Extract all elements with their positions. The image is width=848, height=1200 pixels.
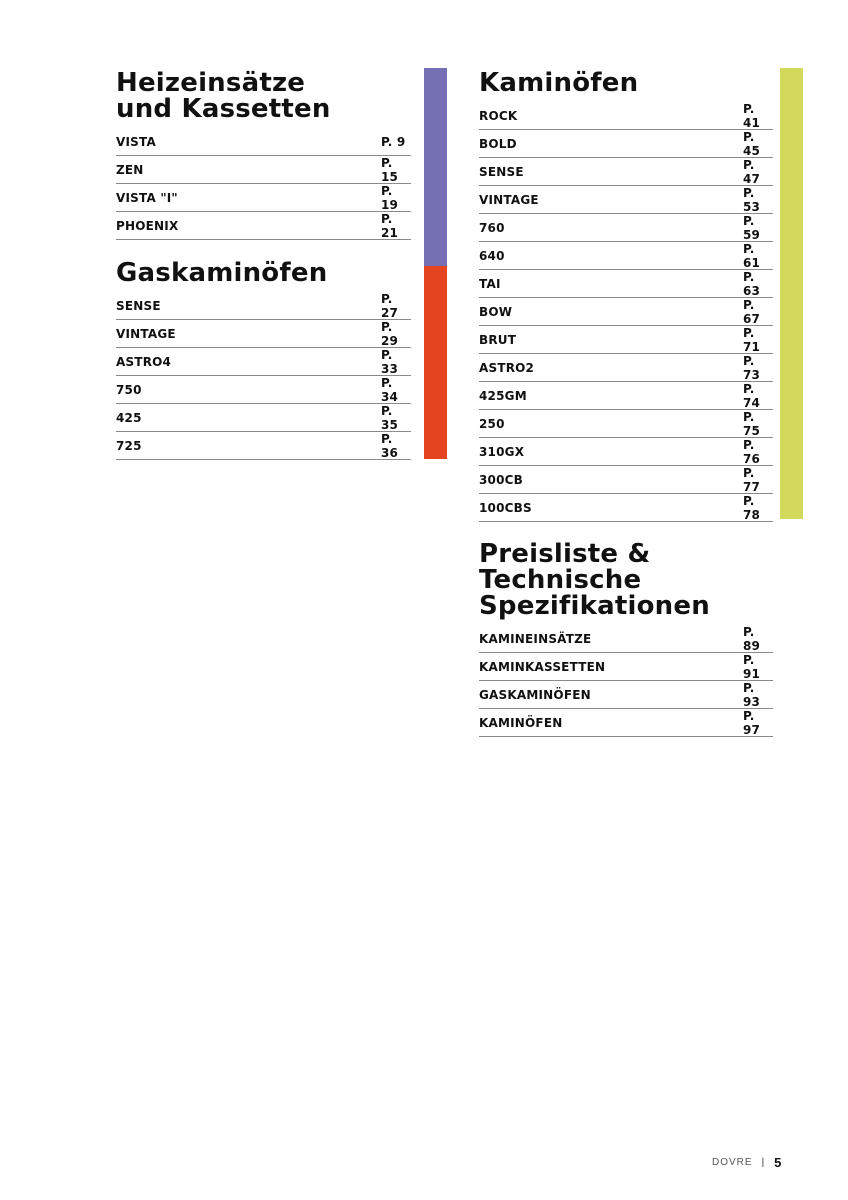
toc-entry-name: ROCK <box>479 108 518 123</box>
toc-list-gas <box>116 292 411 460</box>
inserts-color-bar <box>424 68 447 266</box>
toc-entry-page: P. 35 <box>381 403 399 432</box>
toc-entry-page: P. 9 <box>381 134 406 149</box>
toc-entry[interactable] <box>479 270 773 298</box>
toc-entry-page: P. 77 <box>743 465 761 494</box>
section-title-gas: Gaskaminöfen <box>116 258 328 288</box>
toc-entry-page: P. 34 <box>381 375 399 404</box>
toc-entry[interactable] <box>479 214 773 242</box>
toc-entry-name: GASKAMINÖFEN <box>479 687 591 702</box>
toc-entry-name: TAI <box>479 276 501 291</box>
toc-entry[interactable] <box>479 326 773 354</box>
toc-entry[interactable] <box>479 298 773 326</box>
toc-entry[interactable] <box>479 102 773 130</box>
footer-brand: DOVRE <box>712 1157 753 1168</box>
toc-entry[interactable] <box>479 653 773 681</box>
page-footer <box>712 1155 781 1170</box>
toc-entry-page: P. 76 <box>743 437 761 466</box>
section-title-pricelist: Preisliste & Technische Spezifikationen <box>479 539 710 621</box>
toc-entry-name: 750 <box>116 382 142 397</box>
toc-entry[interactable] <box>479 354 773 382</box>
gas-color-bar <box>424 266 447 459</box>
page-number: 5 <box>774 1155 782 1170</box>
toc-entry-page: P. 47 <box>743 157 761 186</box>
toc-entry-name: 760 <box>479 220 505 235</box>
toc-entry[interactable] <box>116 184 411 212</box>
toc-entry-page: P. 91 <box>743 652 761 681</box>
toc-entry-name: 425GM <box>479 388 527 403</box>
toc-entry-name: 310GX <box>479 444 525 459</box>
toc-entry[interactable] <box>479 709 773 737</box>
toc-entry[interactable] <box>116 376 411 404</box>
toc-entry[interactable] <box>479 438 773 466</box>
toc-entry[interactable] <box>116 212 411 240</box>
toc-entry[interactable] <box>479 158 773 186</box>
toc-entry-page: P. 93 <box>743 680 761 709</box>
toc-entry-page: P. 21 <box>381 211 399 240</box>
toc-entry-page: P. 29 <box>381 319 399 348</box>
toc-entry-name: SENSE <box>479 164 524 179</box>
toc-entry-page: P. 67 <box>743 297 761 326</box>
toc-entry-page: P. 73 <box>743 353 761 382</box>
toc-entry-name: BRUT <box>479 332 517 347</box>
toc-entry-page: P. 97 <box>743 708 761 737</box>
toc-entry-page: P. 71 <box>743 325 761 354</box>
toc-entry-page: P. 36 <box>381 431 399 460</box>
toc-entry[interactable] <box>479 130 773 158</box>
toc-entry[interactable] <box>116 348 411 376</box>
toc-entry-name: 100CBS <box>479 500 532 515</box>
toc-list-stoves <box>479 102 773 522</box>
toc-entry[interactable] <box>479 466 773 494</box>
toc-entry[interactable] <box>479 242 773 270</box>
toc-entry-page: P. 27 <box>381 291 399 320</box>
toc-entry[interactable] <box>479 681 773 709</box>
toc-entry-page: P. 33 <box>381 347 399 376</box>
toc-entry[interactable] <box>116 432 411 460</box>
toc-entry[interactable] <box>479 382 773 410</box>
section-inserts <box>116 70 411 240</box>
footer-separator: | <box>761 1157 766 1168</box>
toc-entry-name: PHOENIX <box>116 218 179 233</box>
toc-entry-name: BOLD <box>479 136 517 151</box>
section-stoves <box>479 70 773 522</box>
stoves-color-bar <box>780 68 803 519</box>
toc-entry-name: VINTAGE <box>116 326 176 341</box>
toc-entry[interactable] <box>479 625 773 653</box>
toc-entry-page: P. 74 <box>743 381 761 410</box>
toc-entry-name: 640 <box>479 248 505 263</box>
toc-entry-page: P. 45 <box>743 129 761 158</box>
toc-entry[interactable] <box>116 404 411 432</box>
toc-entry-name: ASTRO4 <box>116 354 172 369</box>
section-pricelist <box>479 541 773 737</box>
toc-entry[interactable] <box>116 156 411 184</box>
toc-entry-name: KAMINEINSÄTZE <box>479 631 592 646</box>
toc-entry-page: P. 75 <box>743 409 761 438</box>
toc-entry-name: KAMINKASSETTEN <box>479 659 606 674</box>
toc-entry-name: ASTRO2 <box>479 360 535 375</box>
toc-list-inserts <box>116 128 411 240</box>
toc-entry-page: P. 59 <box>743 213 761 242</box>
section-title-stoves: Kaminöfen <box>479 68 639 98</box>
toc-entry-name: SENSE <box>116 298 161 313</box>
toc-entry[interactable] <box>479 410 773 438</box>
toc-list-pricelist <box>479 625 773 737</box>
toc-entry-page: P. 53 <box>743 185 761 214</box>
toc-entry-name: 250 <box>479 416 505 431</box>
toc-entry-name: VISTA "I" <box>116 190 178 205</box>
toc-entry-name: 300CB <box>479 472 524 487</box>
toc-entry[interactable] <box>116 292 411 320</box>
toc-entry-page: P. 15 <box>381 155 399 184</box>
toc-entry-page: P. 78 <box>743 493 761 522</box>
toc-entry-name: ZEN <box>116 162 144 177</box>
toc-entry-page: P. 19 <box>381 183 399 212</box>
section-gas <box>116 260 411 460</box>
toc-entry-name: 725 <box>116 438 142 453</box>
toc-entry[interactable] <box>479 494 773 522</box>
toc-entry[interactable] <box>479 186 773 214</box>
toc-entry-page: P. 63 <box>743 269 761 298</box>
toc-entry-name: BOW <box>479 304 513 319</box>
toc-entry-page: P. 61 <box>743 241 761 270</box>
toc-entry[interactable] <box>116 320 411 348</box>
section-title-inserts: Heizeinsätze und Kassetten <box>116 68 331 124</box>
toc-entry-page: P. 89 <box>743 624 761 653</box>
toc-entry-name: 425 <box>116 410 142 425</box>
toc-entry-page: P. 41 <box>743 101 761 130</box>
toc-entry-name: VISTA <box>116 134 156 149</box>
toc-entry-name: KAMINÖFEN <box>479 715 563 730</box>
toc-entry[interactable] <box>116 128 411 156</box>
toc-entry-name: VINTAGE <box>479 192 539 207</box>
